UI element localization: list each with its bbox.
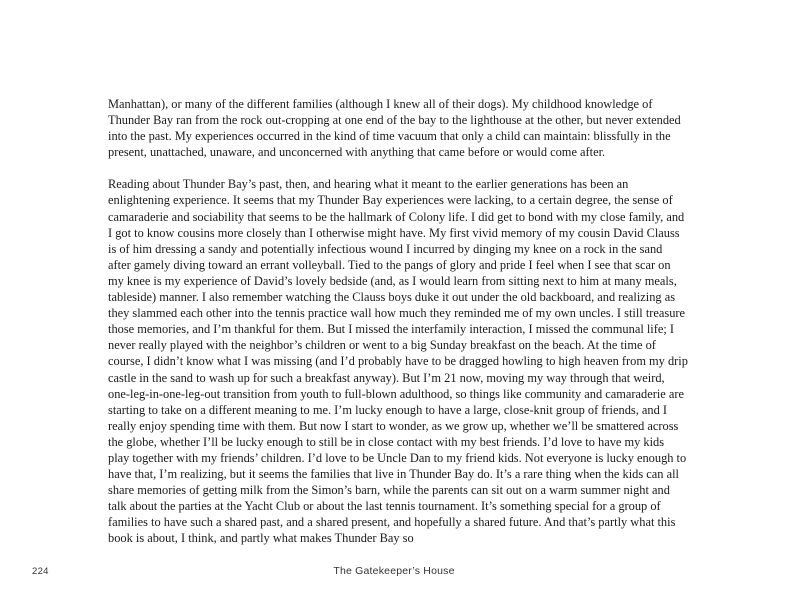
page-number: 224 — [32, 566, 49, 577]
body-text — [108, 96, 688, 547]
running-footer-title: The Gatekeeper’s House — [333, 565, 455, 577]
paragraph-1: Manhattan), or many of the different families (although I knew all of their dogs). My childhood knowledge of Thunder Bay ran from the rock out-cropping at one end of the bay to the lighthouse at the other, but never extended into the past. My experiences occurred in the kind of time vacuum that only a child can maintain: blissfully in the present, unattached, unaware, and unconcerned with anything that came before or would come after. — [108, 97, 681, 160]
paragraph-2: Reading about Thunder Bay’s past, then, and hearing what it meant to the earlier generations has been an enlightening experience. It seems that my Thunder Bay experiences were lacking, to a certain degree, the sense of camaraderie and sociability that seems to be the hallmark of Colony life. I did get to bond with my close family, and I got to know cousins more closely than I otherwise might have. My first vivid memory of my cousin David Clauss is of him dressing a sandy and potentially infectious wound I incurred by dinging my knee on a rock in the sand after gamely diving toward an errant volleyball. Tied to the pangs of glory and pride I feel when I see that scar on my knee is my experience of David’s lovely bedside (and, as I would learn from sitting next to him at many meals, tableside) manner. I also remember watching the Clauss boys duke it out under the old backboard, and realizing as they slammed each other into the tennis practice wall how much they reminded me of my own uncles. I still treasure those memories, and I’m thankful for them. But I missed the interfamily interaction, I missed the communal life; I never really played with the neighbor’s children or went to a big Sunday breakfast on the beach. At the time of course, I didn’t know what I was missing (and I’d probably have to be dragged howling to high heaven from my drip castle in the sand to wash up for such a breakfast anyway). But I’m 21 now, moving my way through that weird, one-leg-in-one-leg-out transition from youth to full-blown adulthood, so things like community and camaraderie are starting to take on a different meaning to me. I’m lucky enough to have a large, close-knit group of friends, and I really enjoy spending time with them. But now I start to wonder, as we grow up, whether we’ll be smattered across the globe, whether I’ll be lucky enough to still be in close contact with my best friends. I’d love to have my kids play together with my friends’ children. I’d love to be Uncle Dan to my friend kids. Not everyone is lucky enough to have that, I’m realizing, but it seems the families that live in Thunder Bay do. It’s a rare thing when the kids can all share memories of getting milk from the Simon’s barn, while the parents can sit out on a warm summer night and talk about the parties at the Yacht Club or about the last tennis tournament. It’s something special for a group of families to have such a shared past, and a shared present, and hopefully a shared future. And that’s partly what this book is about, I think, and partly what makes Thunder Bay so — [108, 177, 688, 546]
